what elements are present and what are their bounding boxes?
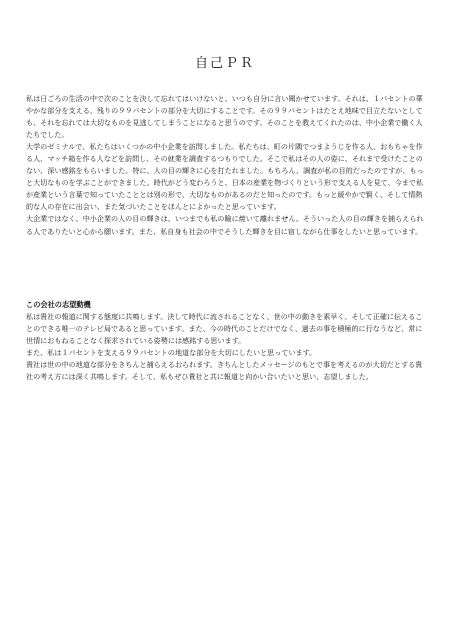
intro-body	[26, 93, 424, 238]
section-body	[26, 311, 424, 383]
intro-paragraph: 私は日ごろの生活の中で次のことを決して忘れてはいけないと、いつも自分に言い聞かせています。それは、１パセントの華やかな部分を支える、残りの９９パセントの部分を大切にすることです。その９９パセントはたとえ地味で目立たないとしても、それを忘れては大切なものを見逃してしまうことになると思うのです。そのことを教えてくれたのは、中小企業で働く人たちでした。	[26, 94, 423, 140]
section-paragraph: また、私は１パセントを支える９９パセントの地道な部分を大切にしたいと思っています。	[26, 348, 317, 358]
page-title: 自己ＰＲ	[194, 56, 255, 71]
intro-paragraph: 大企業ではなく、中小企業の人の目の輝きは、いつまでも私の瞼に焼いて離れません。そういった人の目の輝きを捕らえられる人でありたいと心から願います。また、私自身も社会の中でそうした輝きを目に宿しながら仕事をしたいと思っています。	[26, 214, 424, 236]
section-paragraph: 貴社は世の中の地道な部分をきちんと捕らえるおられます。きちんとしたメッセージのもとで事を考えるのが大切だとする貴社の考え方には深く共鳴します。そして、私もぜひ貴社と共に報道と向かい合いたいと思い、志望しました。	[26, 360, 423, 382]
intro-paragraph: 大学のゼミナルで、私たちはいくつかの中小企業を訪問しました。私たちは、町の片隅でつまようじを作る人、おもちゃを作る人、マッチ箱を作る人などを訪問し、その就業を調査するつもりでした。そこで私はその人の姿に、それまで受けたことのない、深い感銘をもらいました。特に、人の目の輝きに心を打たれました。もちろん、調査が私の目的だったのですが、もっと大切なものを学ぶことができました。時代がどう変わろうと、日本の産業を物づくりという形で支える人を見て、今まで私が産業という言葉で知っていたこととは別の形で、大切なものがあるのだと知ったのです。もっと緩やかで賢く、そして情熱的な人の存在に出会い、また気づいたことをほんとによかったと思っています。	[26, 142, 424, 212]
section-paragraph: 私は貴社の報道に関する態度に共鳴します。決して時代に流されることなく、世の中の動きを素早く、そして正確に伝えることのできる唯一のテレビ局であると思っています。また、今の時代のことだけでなく、過去の事を積極的に行なうなど、常に世情におもねることなく探求されている姿勢には感銘する思います。	[26, 312, 423, 346]
section-heading: この会社の志望動機	[26, 300, 91, 309]
